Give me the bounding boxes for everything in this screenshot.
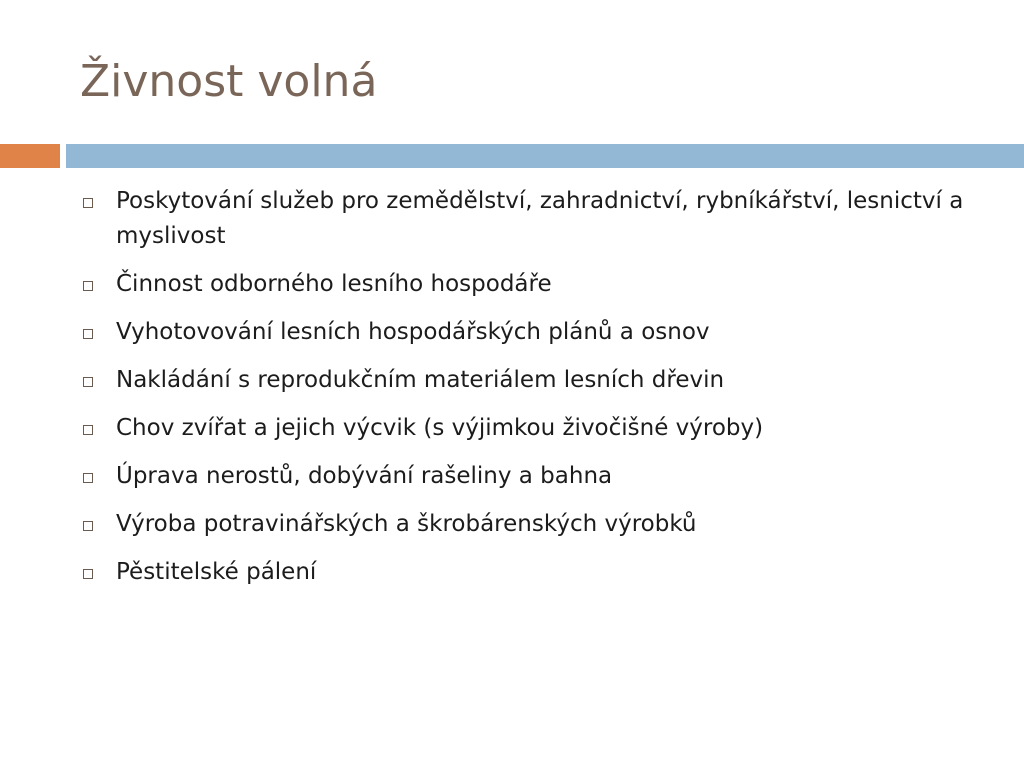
bullet-text: Vyhotovování lesních hospodářských plánů a osnov bbox=[116, 319, 710, 345]
hollow-square-bullet-icon bbox=[83, 198, 93, 208]
bullet-item bbox=[80, 315, 980, 350]
bullet-item bbox=[80, 363, 980, 398]
bullet-item bbox=[80, 459, 980, 494]
bullet-list bbox=[80, 184, 980, 603]
bullet-text: Úprava nerostů, dobývání rašeliny a bahna bbox=[116, 463, 613, 489]
bullet-item bbox=[80, 184, 980, 254]
bullet-item bbox=[80, 507, 980, 542]
hollow-square-bullet-icon bbox=[83, 521, 93, 531]
bullet-text: Výroba potravinářských a škrobárenských výrobků bbox=[116, 511, 697, 537]
hollow-square-bullet-icon bbox=[83, 473, 93, 483]
hollow-square-bullet-icon bbox=[83, 329, 93, 339]
hollow-square-bullet-icon bbox=[83, 377, 93, 387]
hollow-square-bullet-icon bbox=[83, 425, 93, 435]
accent-bar-blue bbox=[66, 144, 1024, 168]
accent-bar-orange bbox=[0, 144, 60, 168]
bullet-text: Chov zvířat a jejich výcvik (s výjimkou živočišné výroby) bbox=[116, 415, 764, 441]
hollow-square-bullet-icon bbox=[83, 281, 93, 291]
slide-title: Živnost volná bbox=[80, 56, 378, 107]
bullet-item bbox=[80, 411, 980, 446]
bullet-text: Nakládání s reprodukčním materiálem lesních dřevin bbox=[116, 367, 725, 393]
bullet-text: Činnost odborného lesního hospodáře bbox=[116, 271, 552, 297]
bullet-item bbox=[80, 555, 980, 590]
hollow-square-bullet-icon bbox=[83, 569, 93, 579]
bullet-text: Pěstitelské pálení bbox=[116, 559, 317, 585]
bullet-text: Poskytování služeb pro zemědělství, zahradnictví, rybníkářství, lesnictví a myslivost bbox=[116, 188, 964, 249]
bullet-item bbox=[80, 267, 980, 302]
